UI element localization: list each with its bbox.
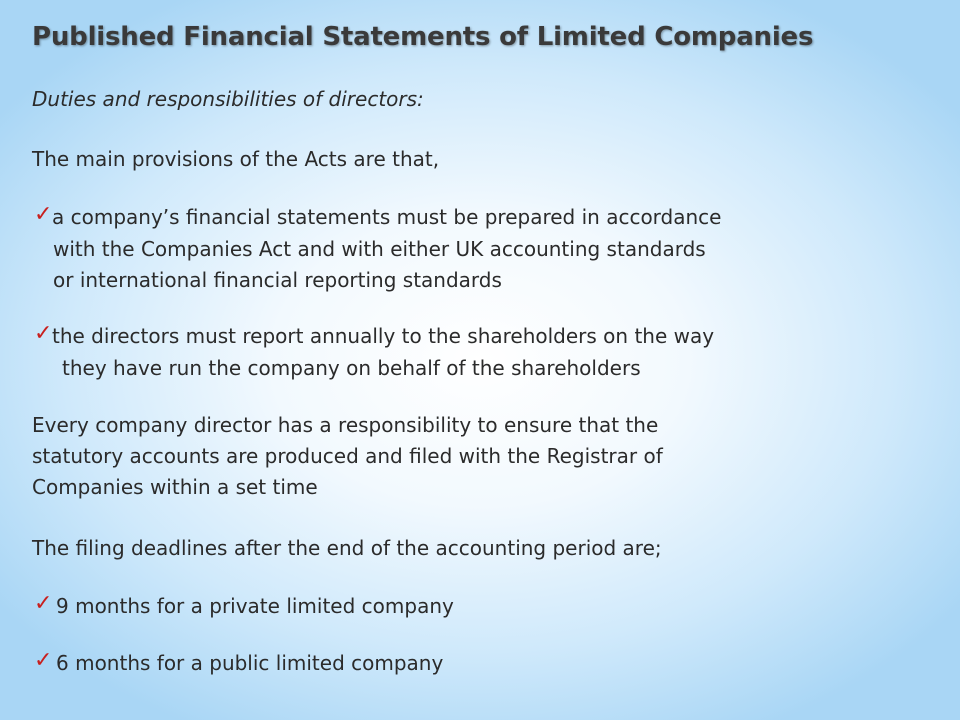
section-subtitle: Duties and responsibilities of directors: [32, 87, 424, 111]
slide-title: Published Financial Statements of Limited Companies [32, 22, 814, 52]
intro-text: The main provisions of the Acts are that, [32, 147, 440, 171]
paragraph-line-3: Companies within a set time [32, 475, 318, 499]
check-icon: ✓ [34, 202, 53, 227]
paragraph-line-1: Every company director has a responsibility to ensure that the [32, 413, 659, 437]
bullet-1-line-2: with the Companies Act and with either UK accounting standards [53, 237, 706, 261]
deadline-public: 6 months for a public limited company [56, 651, 444, 675]
check-icon: ✓ [34, 591, 53, 616]
bullet-1-line-3: or international financial reporting standards [53, 268, 502, 292]
check-icon: ✓ [34, 321, 53, 346]
paragraph-line-2: statutory accounts are produced and filed with the Registrar of [32, 444, 663, 468]
check-icon: ✓ [34, 648, 53, 673]
deadlines-intro: The filing deadlines after the end of the accounting period are; [32, 536, 662, 560]
bullet-2-line-1: the directors must report annually to the shareholders on the way [52, 324, 715, 348]
bullet-2-line-2: they have run the company on behalf of the shareholders [62, 356, 641, 380]
bullet-1-line-1: a company’s financial statements must be prepared in accordance [52, 205, 722, 229]
deadline-private: 9 months for a private limited company [56, 594, 454, 618]
